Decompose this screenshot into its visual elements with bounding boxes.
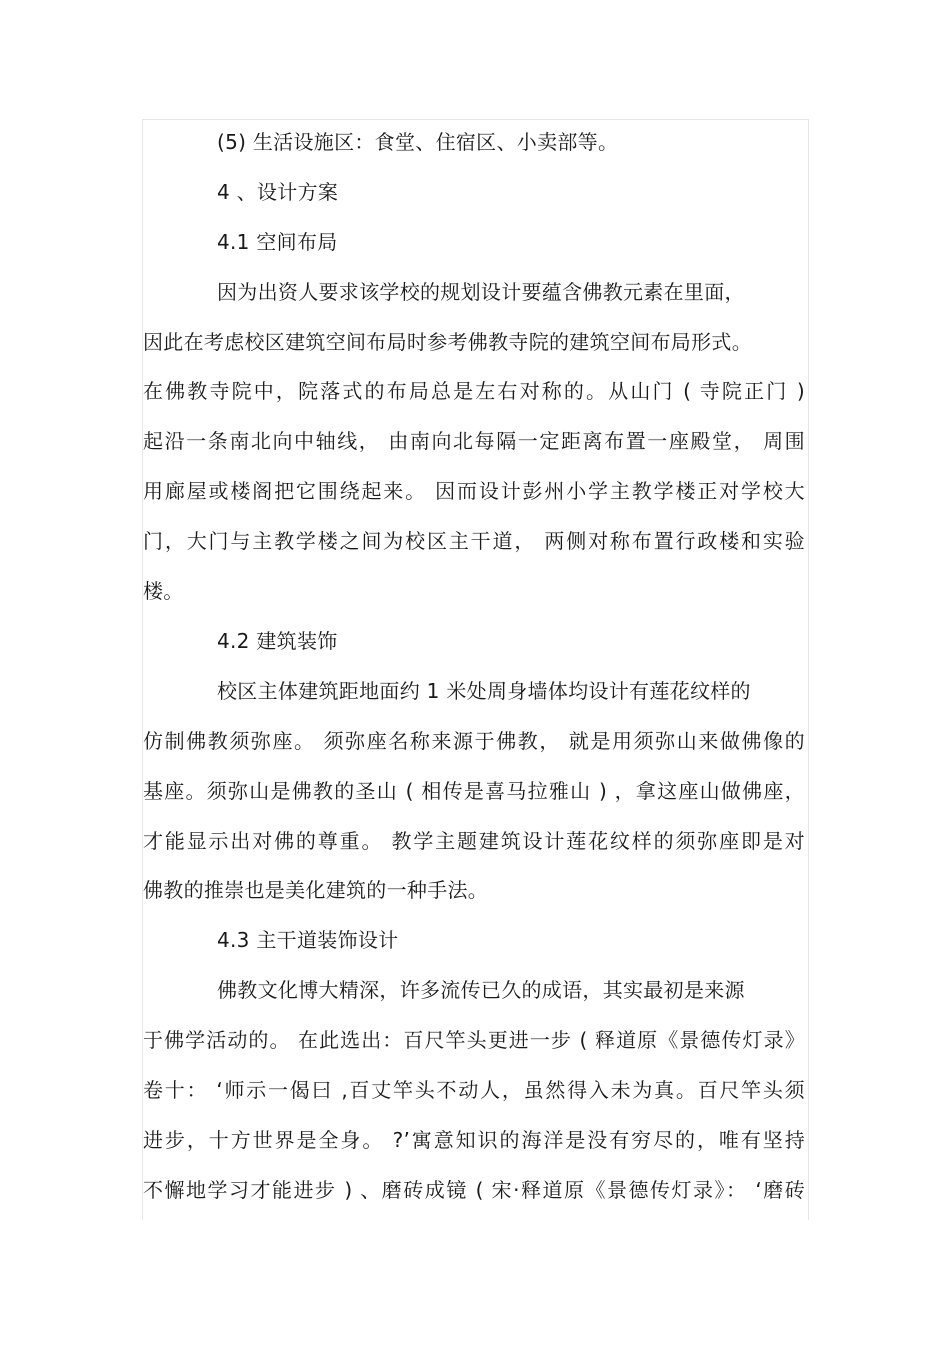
subsection-heading-main-road-decoration: 4.3 主干道装饰设计	[217, 928, 399, 952]
paragraph-line: 佛教的推崇也是美化建筑的一种手法。	[143, 878, 489, 902]
subsection-heading-spatial-layout: 4.1 空间布局	[217, 230, 338, 254]
paragraph-line: 门，大门与主教学楼之间为校区主干道， 两侧对称布置行政楼和实验	[143, 529, 805, 553]
paragraph-line: 楼。	[143, 579, 184, 603]
list-item-living-facilities: (5) 生活设施区：食堂、住宿区、小卖部等。	[217, 130, 619, 154]
paragraph-line: 基座。须弥山是佛教的圣山 ( 相传是喜马拉雅山 ) ，拿这座山做佛座，	[143, 779, 805, 803]
paragraph-line: 在佛教寺院中，院落式的布局总是左右对称的。从山门 ( 寺院正门 )	[143, 379, 805, 403]
paragraph-line: 起沿一条南北向中轴线， 由南向北每隔一定距离布置一座殿堂， 周围	[143, 429, 805, 453]
paragraph-line: 因此在考虑校区建筑空间布局时参考佛教寺院的建筑空间布局形式。	[143, 330, 752, 354]
paragraph-line: 佛教文化博大精深，许多流传已久的成语，其实最初是来源	[217, 978, 745, 1002]
paragraph-line: 于佛学活动的。 在此选出：百尺竿头更进一步 ( 释道原《景德传灯录》	[143, 1028, 805, 1052]
paragraph-line: 校区主体建筑距地面约 1 米处周身墙体均设计有莲花纹样的	[217, 679, 751, 703]
paragraph-line: 进步，十方世界是全身。 ?’寓意知识的海洋是没有穷尽的，唯有坚持	[143, 1128, 805, 1152]
paragraph-line: 才能显示出对佛的尊重。 教学主题建筑设计莲花纹样的须弥座即是对	[143, 829, 805, 853]
paragraph-line: 因为出资人要求该学校的规划设计要蕴含佛教元素在里面，	[217, 280, 745, 304]
paragraph-line: 不懈地学习才能进步 ) 、磨砖成镜 ( 宋·释道原《景德传灯录》： ‘磨砖	[143, 1178, 805, 1202]
subsection-heading-architectural-decoration: 4.2 建筑装饰	[217, 629, 338, 653]
paragraph-line: 卷十： ‘师示一偈曰 ,百丈竿头不动人，虽然得入未为真。百尺竿头须	[143, 1078, 805, 1102]
paragraph-line: 仿制佛教须弥座。 须弥座名称来源于佛教， 就是用须弥山来做佛像的	[143, 729, 805, 753]
paragraph-line: 用廊屋或楼阁把它围绕起来。 因而设计彭州小学主教学楼正对学校大	[143, 479, 805, 503]
section-heading-design-plan: 4 、设计方案	[217, 180, 339, 204]
